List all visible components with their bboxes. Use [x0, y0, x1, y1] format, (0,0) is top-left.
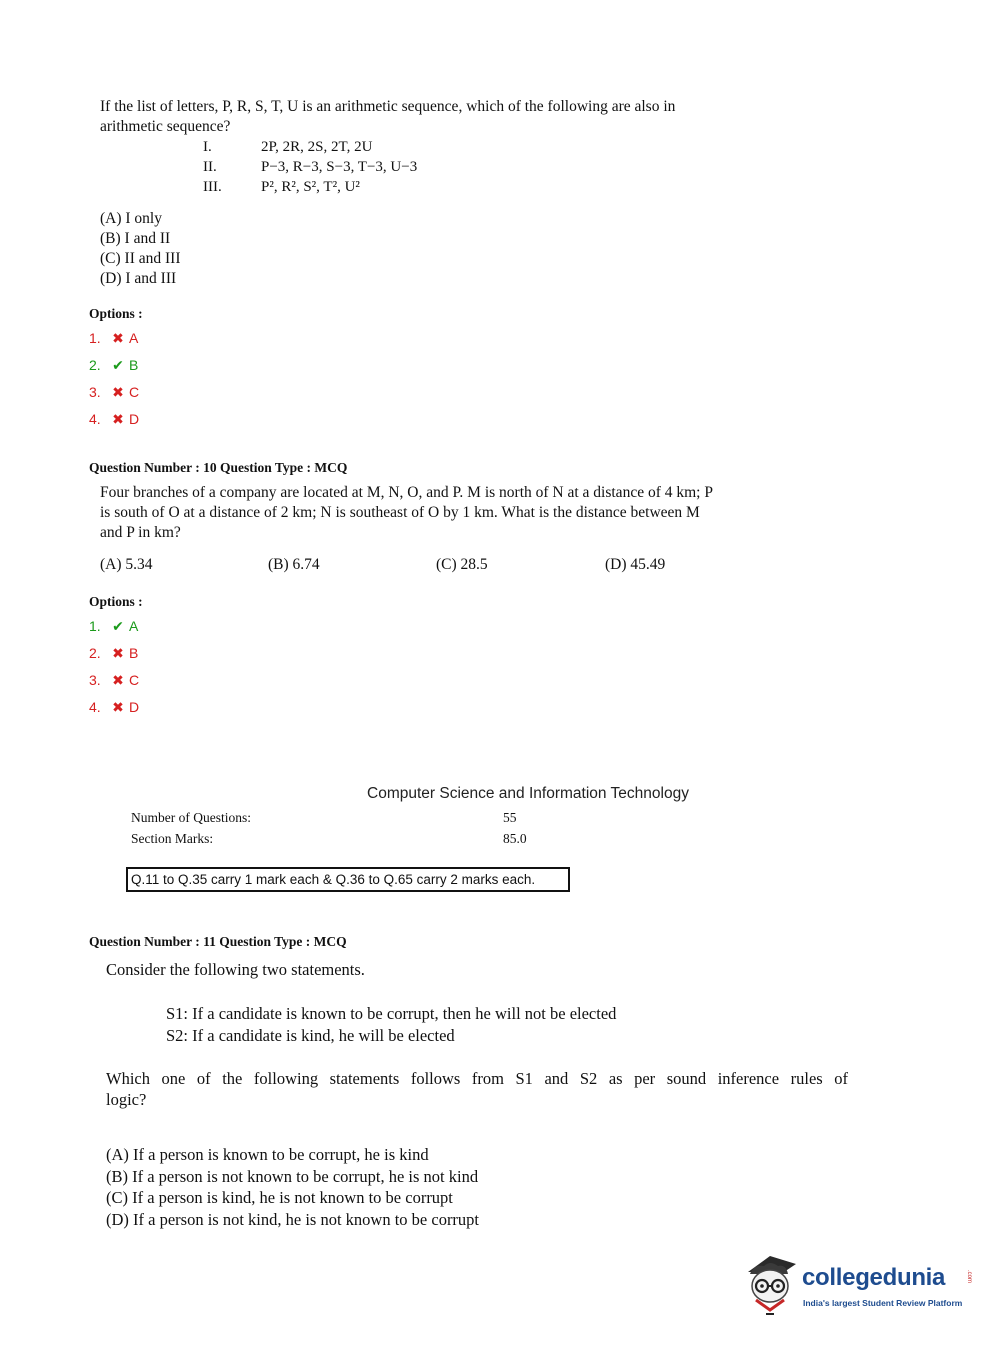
question-header: Question Number : 11 Question Type : MCQ — [89, 934, 347, 949]
option-num: 2. — [89, 357, 101, 373]
choice-item: (A) 5.34 — [100, 556, 153, 573]
option-letter: A — [129, 330, 139, 346]
q9-choices — [100, 209, 180, 289]
options-label: Options : — [89, 594, 143, 609]
option-num: 2. — [89, 645, 101, 661]
q10-stem-line: is south of O at a distance of 2 km; N is southeast of O by 1 km. What is the distance between M — [100, 504, 700, 521]
options-label: Options : — [89, 306, 143, 321]
option-letter: C — [129, 672, 140, 688]
q9-roman-list — [203, 137, 417, 197]
choice-item: (C) II and III — [100, 250, 181, 267]
q11-statements — [166, 1003, 616, 1047]
section-marks-label: Section Marks: — [131, 831, 214, 846]
choice-item: (B) I and II — [100, 230, 171, 247]
choice-item: (B) 6.74 — [268, 556, 320, 573]
option-letter: C — [129, 384, 140, 400]
q10-stem — [100, 483, 713, 543]
choice-item: (A) If a person is known to be corrupt, he is kind — [106, 1145, 429, 1164]
option-row — [89, 327, 139, 349]
option-letter: B — [129, 645, 139, 661]
cross-icon: ✖ — [112, 383, 124, 400]
option-num: 4. — [89, 411, 101, 427]
roman-text: 2P, 2R, 2S, 2T, 2U — [261, 139, 373, 155]
cross-icon: ✖ — [112, 698, 124, 715]
q10-stem-line: Four branches of a company are located at M, N, O, and P. M is north of N at a distance of 4 km; P — [100, 484, 713, 501]
option-letter: D — [129, 411, 140, 427]
option-num: 1. — [89, 618, 101, 634]
option-num: 3. — [89, 672, 101, 688]
check-icon: ✔ — [112, 617, 124, 634]
q9-stem-line: arithmetic sequence? — [100, 118, 231, 135]
q9-stem-line: If the list of letters, P, R, S, T, U is an arithmetic sequence, which of the following are also in — [100, 98, 676, 115]
marks-note-box: Q.11 to Q.35 carry 1 mark each & Q.36 to Q.65 carry 2 marks each. — [126, 867, 570, 892]
option-num: 4. — [89, 699, 101, 715]
option-letter: B — [129, 357, 139, 373]
roman-item — [203, 157, 417, 177]
cross-icon: ✖ — [112, 671, 124, 688]
statement-s2: S2: If a candidate is kind, he will be elected — [166, 1026, 455, 1045]
section-marks-value: 85.0 — [503, 831, 527, 846]
roman-item — [203, 137, 417, 157]
choice-item: (C) If a person is kind, he is not known to be corrupt — [106, 1188, 453, 1207]
choice-item: (B) If a person is not known to be corrupt, he is not kind — [106, 1166, 479, 1186]
cross-icon: ✖ — [112, 644, 124, 661]
q10-stem-line: and P in km? — [100, 524, 181, 541]
q11-intro: Consider the following two statements. — [106, 960, 365, 979]
brand-tagline: India's largest Student Review Platform — [803, 1298, 963, 1308]
num-questions-value: 55 — [503, 810, 517, 825]
brand-com: .com — [966, 1270, 972, 1284]
option-num: 1. — [89, 330, 101, 346]
roman-text: P², R², S², T², U² — [261, 179, 360, 195]
cross-icon: ✖ — [112, 329, 124, 346]
roman-text: P−3, R−3, S−3, T−3, U−3 — [261, 159, 418, 175]
roman-item — [203, 177, 417, 197]
num-questions-label: Number of Questions: — [131, 810, 251, 825]
mascot-icon — [740, 1250, 802, 1316]
option-row — [89, 381, 139, 403]
option-row — [89, 615, 139, 637]
option-num: 3. — [89, 384, 101, 400]
statement-s1: S1: If a candidate is known to be corrupt, then he will not be elected — [166, 1004, 617, 1023]
choice-item: (D) I and III — [100, 270, 177, 287]
choice-item: (A) I only — [100, 210, 162, 227]
roman-num: II. — [203, 159, 217, 175]
option-row — [89, 408, 139, 430]
choice-item: (C) 28.5 — [436, 556, 488, 573]
choice-item: (D) 45.49 — [605, 556, 666, 573]
q11-question-line: logic? — [106, 1090, 147, 1109]
question-header: Question Number : 10 Question Type : MCQ — [89, 460, 348, 475]
q11-choices — [106, 1144, 479, 1230]
cross-icon: ✖ — [112, 410, 124, 427]
roman-num: III. — [203, 179, 222, 195]
collegedunia-logo — [740, 1250, 975, 1320]
section-title: Computer Science and Information Technology — [367, 785, 689, 802]
choice-item: (D) If a person is not kind, he is not known to be corrupt — [106, 1209, 480, 1229]
roman-num: I. — [203, 139, 212, 155]
option-row — [89, 642, 139, 664]
q11-question — [106, 1068, 848, 1110]
q9-options — [89, 327, 139, 430]
option-letter: D — [129, 699, 140, 715]
option-row — [89, 354, 139, 376]
q9-stem — [100, 97, 675, 137]
q11-question-line: Which one of the following statements follows from S1 and S2 as per sound inference rules of — [106, 1069, 848, 1088]
option-row — [89, 696, 139, 718]
option-row — [89, 669, 139, 691]
brand-name: collegedunia — [802, 1264, 946, 1291]
q10-options — [89, 615, 139, 718]
option-letter: A — [129, 618, 139, 634]
check-icon: ✔ — [112, 356, 124, 373]
